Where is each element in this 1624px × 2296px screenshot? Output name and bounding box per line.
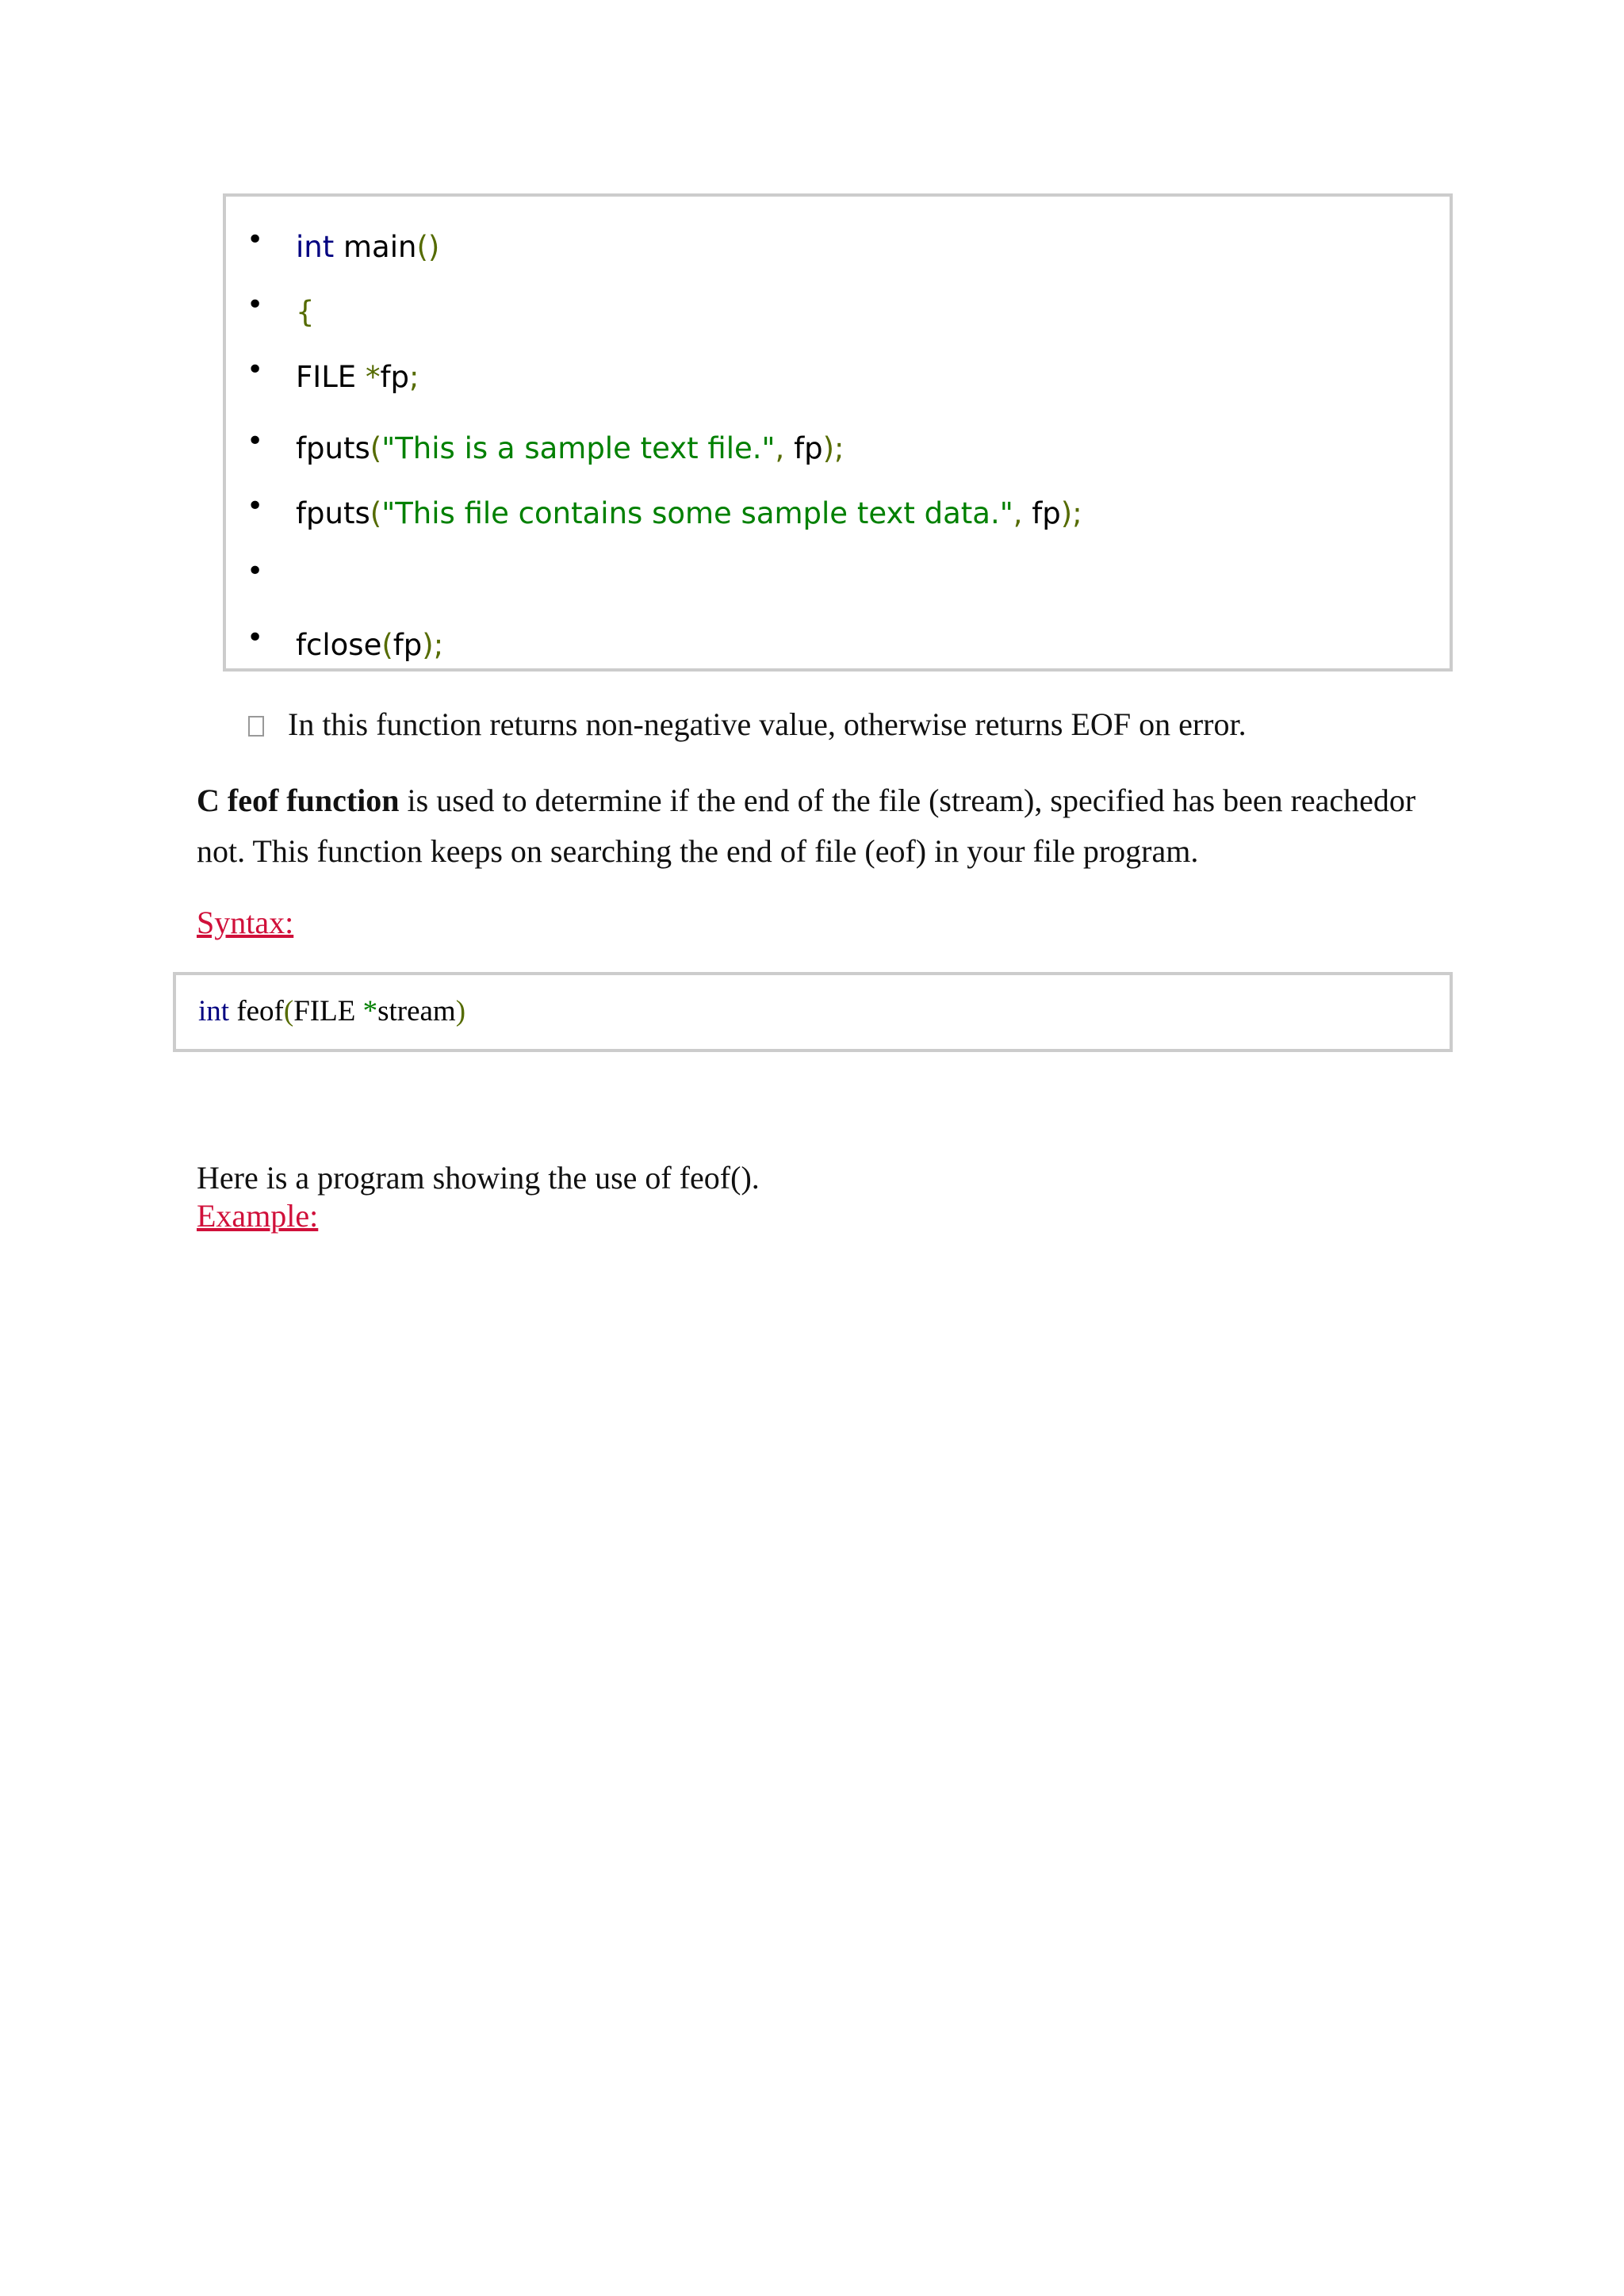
code-line (226, 480, 1450, 545)
bullet-icon: • (247, 425, 264, 457)
code-block (223, 193, 1453, 672)
bullet-icon: • (247, 622, 264, 654)
code-token: fputs (296, 496, 370, 530)
code-line (226, 612, 1450, 662)
program-intro: Here is a program showing the use of feof(). (197, 1160, 760, 1196)
syntax-close-paren: ) (455, 995, 466, 1027)
syntax-code-line (198, 994, 465, 1028)
code-token: fp (393, 628, 423, 662)
code-text (296, 230, 439, 264)
syntax-code-block (173, 972, 1453, 1052)
code-line (226, 214, 1450, 279)
code-line (226, 344, 1450, 394)
code-token: ; (408, 360, 419, 394)
bullet-icon: • (247, 555, 264, 587)
code-token: * (365, 360, 381, 394)
code-token: { (296, 295, 315, 329)
code-text (296, 431, 844, 465)
feof-description-text: is used to determine if the end of the file (stream), specified has been reachedor not. This function keeps on searching the end of file (eof) in your file program. (197, 783, 1416, 869)
code-line (226, 545, 1450, 610)
code-token: ); (1060, 496, 1082, 530)
syntax-pointer-star: * (362, 995, 378, 1027)
code-token: "This is a sample text file." (381, 431, 776, 465)
example-heading: Example: (197, 1198, 319, 1234)
code-token: ); (822, 431, 845, 465)
syntax-param-name: stream (377, 995, 456, 1027)
feof-term: C feof function (197, 783, 400, 818)
code-token: ( (370, 431, 382, 465)
feof-description (197, 775, 1465, 877)
code-token: fp (794, 431, 823, 465)
code-token: , (1013, 496, 1032, 530)
code-token: ( (381, 628, 393, 662)
missing-glyph-icon (248, 716, 264, 737)
code-token: fputs (296, 431, 370, 465)
syntax-heading: Syntax: (197, 905, 294, 940)
code-line (226, 415, 1450, 480)
code-token: ( (370, 496, 382, 530)
syntax-function-name: feof (229, 995, 284, 1027)
bullet-icon: • (247, 490, 264, 522)
code-text (296, 628, 443, 662)
code-token: int (296, 230, 335, 264)
code-text (296, 360, 419, 394)
code-token: fp (1032, 496, 1061, 530)
code-token: ); (422, 628, 444, 662)
code-token: () (416, 230, 440, 264)
note-text: In this function returns non-negative value, otherwise returns EOF on error. (288, 706, 1247, 742)
syntax-keyword: int (198, 995, 230, 1027)
syntax-open-paren: ( (283, 995, 294, 1027)
note-line (248, 706, 1247, 743)
bullet-icon: • (247, 224, 264, 256)
code-text (296, 295, 315, 329)
code-token: , (775, 431, 795, 465)
code-token: fp (380, 360, 409, 394)
code-token: "This file contains some sample text data." (381, 496, 1013, 530)
bullet-icon: • (247, 289, 264, 321)
code-token: main (334, 230, 417, 264)
bullet-icon: • (247, 354, 264, 386)
code-token: fclose (296, 628, 382, 662)
code-line (226, 279, 1450, 344)
code-token: FILE (296, 360, 366, 394)
syntax-param-type: FILE (293, 995, 363, 1027)
code-text (296, 496, 1082, 530)
